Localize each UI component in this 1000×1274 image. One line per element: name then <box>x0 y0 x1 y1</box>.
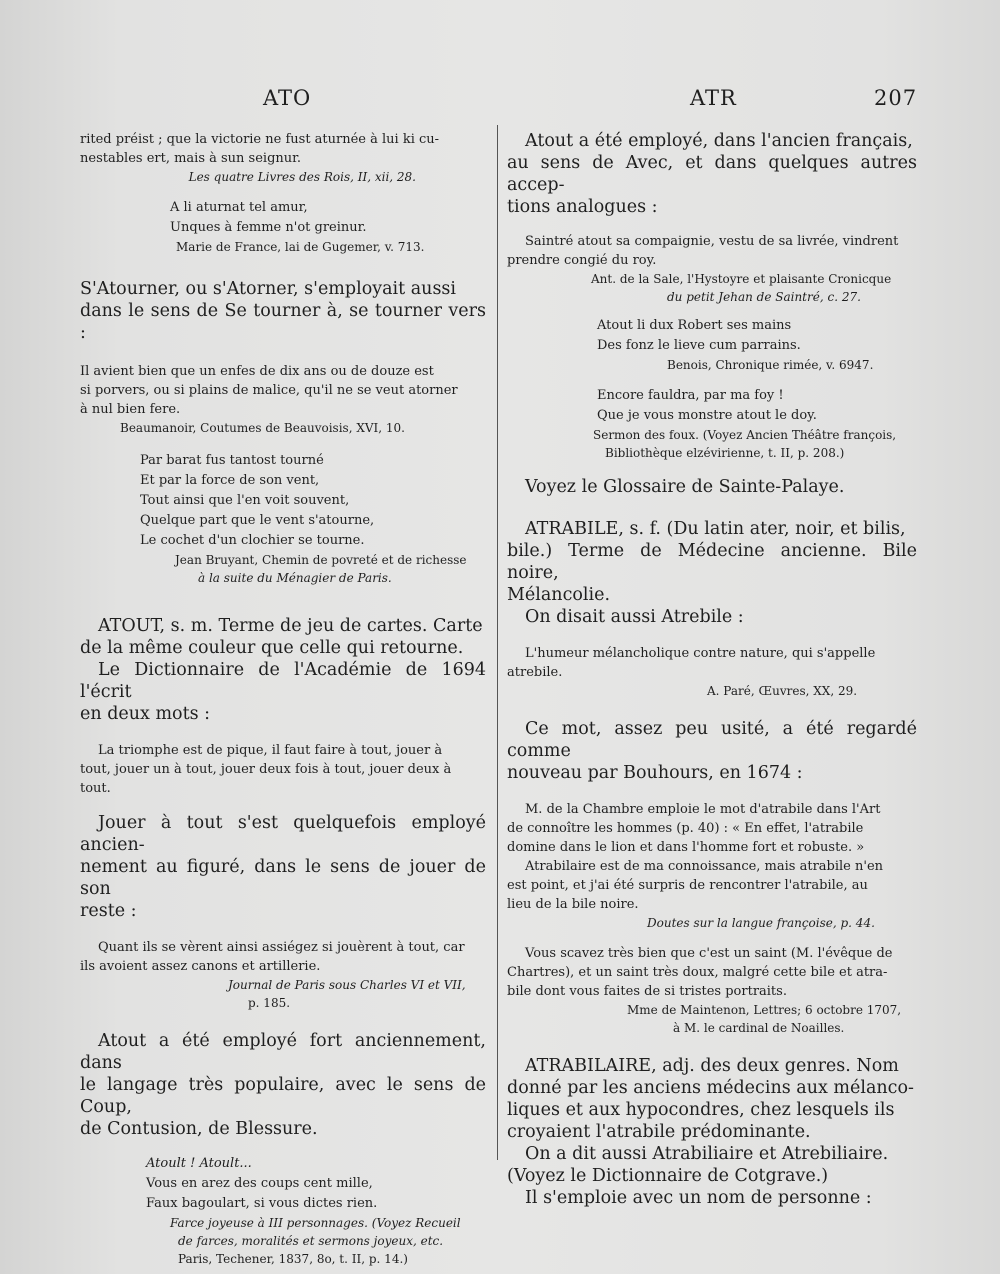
text-line: M. de la Chambre emploie le mot d'atrabile dans l'Art <box>525 802 881 817</box>
source-citation: à la suite du Ménagier de Paris. <box>198 571 392 585</box>
quote-journal <box>80 938 486 1012</box>
text-line: Il avient bien que un enfes de dix ans ou de douze est <box>80 364 434 379</box>
entry-headline: ATRABILE, s. f. (Du latin ater, noir, et bilis, <box>525 519 906 539</box>
text-line: lieu de la bile noire. <box>507 897 639 912</box>
verse-line: Faux bagoulart, si vous dictes rien. <box>146 1196 378 1211</box>
source-citation: Benois, Chronique rimée, v. 6947. <box>667 358 874 372</box>
left-column <box>80 130 486 1268</box>
text-line: de la même couleur que celle qui retourne. <box>80 638 464 658</box>
paragraph-coup <box>80 1030 486 1140</box>
text-line: Vous scavez très bien que c'est un saint (M. l'évêque de <box>525 946 893 961</box>
text-line: dans le sens de Se tourner à, se tourner vers : <box>80 301 486 343</box>
source-citation: Jean Bruyant, Chemin de povreté et de richesse <box>175 553 467 567</box>
text-line: ils avoient assez canons et artillerie. <box>80 959 321 974</box>
text-line: (Voyez le Dictionnaire de Cotgrave.) <box>507 1166 829 1186</box>
paragraph-glossaire <box>507 476 917 498</box>
source-citation: Beaumanoir, Coutumes de Beauvoisis, XVI, 10. <box>120 421 405 435</box>
source-citation: Paris, Techener, 1837, 8o, t. II, p. 14.) <box>178 1252 408 1266</box>
text-line: de Contusion, de Blessure. <box>80 1119 318 1139</box>
text-line: La triomphe est de pique, il faut faire à tout, jouer à <box>98 743 443 758</box>
verse-line: Des fonz le lieve cum parrains. <box>597 338 801 353</box>
text-line: prendre congié du roy. <box>507 253 657 268</box>
quote-pare <box>507 644 917 700</box>
running-head-right: ATR <box>690 86 737 110</box>
source-citation: Bibliothèque elzévirienne, t. II, p. 208.) <box>605 446 845 460</box>
verse-line: Unques à femme n'ot greinur. <box>170 220 367 235</box>
source-citation: p. 185. <box>248 996 291 1010</box>
source-citation: A. Paré, Œuvres, XX, 29. <box>707 684 858 698</box>
text-line: de connoître les hommes (p. 40) : « En effet, l'atrabile <box>507 821 864 836</box>
source-citation: Ant. de la Sale, l'Hystoyre et plaisante Cronicque <box>591 272 892 286</box>
text-line: donné par les anciens médecins aux mélanco- <box>507 1078 914 1098</box>
verse-marie <box>80 198 486 256</box>
text-line: nouveau par Bouhours, en 1674 : <box>507 763 803 783</box>
text-line: rited préist ; que la victorie ne fust aturnée à lui ki cu- <box>80 132 440 147</box>
column-divider <box>497 125 498 1160</box>
source-citation: Doutes sur la langue françoise, p. 44. <box>647 916 875 930</box>
verse-line: Le cochet d'un clochier se tourne. <box>140 533 365 548</box>
verse-sermon <box>507 386 917 462</box>
quote-triomphe <box>80 741 486 798</box>
source-citation: de farces, moralités et sermons joyeux, etc. <box>178 1234 444 1248</box>
entry-atrabilaire <box>507 1055 917 1209</box>
text-line: Atout a été employé, dans l'ancien français, <box>525 131 913 151</box>
source-citation: du petit Jehan de Saintré, c. 27. <box>667 290 861 304</box>
paragraph-bouhours <box>507 718 917 784</box>
page-number: 207 <box>874 86 918 110</box>
text-line: Voyez le Glossaire de Sainte-Palaye. <box>525 477 845 497</box>
text-line: bile.) Terme de Médecine ancienne. Bile noire, <box>507 541 917 583</box>
text-line: On a dit aussi Atrabiliaire et Atrebiliaire. <box>525 1144 889 1164</box>
text-line: tions analogues : <box>507 197 658 217</box>
source-citation: Journal de Paris sous Charles VI et VII, <box>228 978 466 992</box>
source-citation: Farce joyeuse à III personnages. (Voyez Recueil <box>170 1216 461 1230</box>
text-line: Mélancolie. <box>507 585 611 605</box>
verse-line: Que je vous monstre atout le doy. <box>597 408 817 423</box>
paragraph-avec <box>507 130 917 218</box>
running-head-left: ATO <box>263 86 312 110</box>
source-citation: Mme de Maintenon, Lettres; 6 octobre 1707, <box>627 1003 902 1017</box>
verse-line: A li aturnat tel amur, <box>170 200 308 215</box>
text-line: Saintré atout sa compaignie, vestu de sa livrée, vindrent <box>525 234 899 249</box>
text-line: Jouer à tout s'est quelquefois employé ancien- <box>80 813 486 855</box>
text-line: On disait aussi Atrebile : <box>525 607 744 627</box>
text-line: Atrabilaire est de ma connoissance, mais atrabile n'en <box>525 859 884 874</box>
paragraph-satourner <box>80 278 486 344</box>
entry-headline: ATRABILAIRE, adj. des deux genres. Nom <box>525 1056 899 1076</box>
text-line: Il s'emploie avec un nom de personne : <box>525 1188 872 1208</box>
quote-chambre <box>507 800 917 932</box>
text-line: Atout a été employé fort anciennement, dans <box>80 1031 486 1073</box>
text-line: liques et aux hypocondres, chez lesquels ils <box>507 1100 895 1120</box>
verse-line: Atout li dux Robert ses mains <box>597 318 792 333</box>
entry-atrabile <box>507 518 917 628</box>
entry-atout <box>80 615 486 725</box>
text-line: nestables ert, mais à sun seignur. <box>80 151 302 166</box>
text-line: reste : <box>80 901 137 921</box>
source-citation: Sermon des foux. (Voyez Ancien Théâtre françois, <box>593 428 897 442</box>
right-column <box>507 130 917 1209</box>
text-line: à nul bien fere. <box>80 402 181 417</box>
quote-beaumanoir <box>80 362 486 437</box>
text-line: au sens de Avec, et dans quelques autres accep- <box>507 153 917 195</box>
text-line: en deux mots : <box>80 704 211 724</box>
text-line: le langage très populaire, avec le sens de Coup, <box>80 1075 486 1117</box>
verse-benois <box>507 316 917 374</box>
verse-line: Quelque part que le vent s'atourne, <box>140 513 375 528</box>
quote-maintenon <box>507 944 917 1037</box>
verse-line: Encore fauldra, par ma foy ! <box>597 388 784 403</box>
quote-saintre <box>507 232 917 306</box>
verse-line: Vous en arez des coups cent mille, <box>146 1176 373 1191</box>
text-line: atrebile. <box>507 665 563 680</box>
verse-farce <box>80 1154 486 1268</box>
text-line: tout, jouer un à tout, jouer deux fois à tout, jouer deux à <box>80 762 452 777</box>
source-citation: Marie de France, lai de Gugemer, v. 713. <box>176 240 425 254</box>
text-line: est point, et j'ai été surpris de rencontrer l'atrabile, au <box>507 878 868 893</box>
text-line: L'humeur mélancholique contre nature, qui s'appelle <box>525 646 876 661</box>
text-line: Chartres), et un saint très doux, malgré cette bile et atra- <box>507 965 888 980</box>
source-citation: à M. le cardinal de Noailles. <box>673 1021 845 1035</box>
text-line: S'Atourner, ou s'Atorner, s'employait aussi <box>80 279 457 299</box>
text-line: domine dans le lion et dans l'homme fort et robuste. » <box>507 840 865 855</box>
paragraph-jouer <box>80 812 486 922</box>
verse-line: Par barat fus tantost tourné <box>140 453 324 468</box>
verse-line: Et par la force de son vent, <box>140 473 320 488</box>
verse-line: Tout ainsi que l'en voit souvent, <box>140 493 350 508</box>
source-citation: Les quatre Livres des Rois, II, xii, 28. <box>188 170 416 184</box>
text-line: Quant ils se vèrent ainsi assiégez si jouèrent à tout, car <box>98 940 465 955</box>
text-line: Ce mot, assez peu usité, a été regardé comme <box>507 719 917 761</box>
verse-bruyant <box>80 451 486 587</box>
text-line: croyaient l'atrabile prédominante. <box>507 1122 811 1142</box>
quote-rois <box>80 130 486 186</box>
text-line: nement au figuré, dans le sens de jouer de son <box>80 857 486 899</box>
text-line: si porvers, ou si plains de malice, qu'il ne se veut atorner <box>80 383 458 398</box>
entry-headline: ATOUT, s. m. Terme de jeu de cartes. Carte <box>98 616 483 636</box>
verse-line: Atoult ! Atoult... <box>146 1156 252 1171</box>
text-line: Le Dictionnaire de l'Académie de 1694 l'écrit <box>80 660 486 702</box>
text-line: bile dont vous faites de si tristes portraits. <box>507 984 787 999</box>
text-line: tout. <box>80 781 111 796</box>
